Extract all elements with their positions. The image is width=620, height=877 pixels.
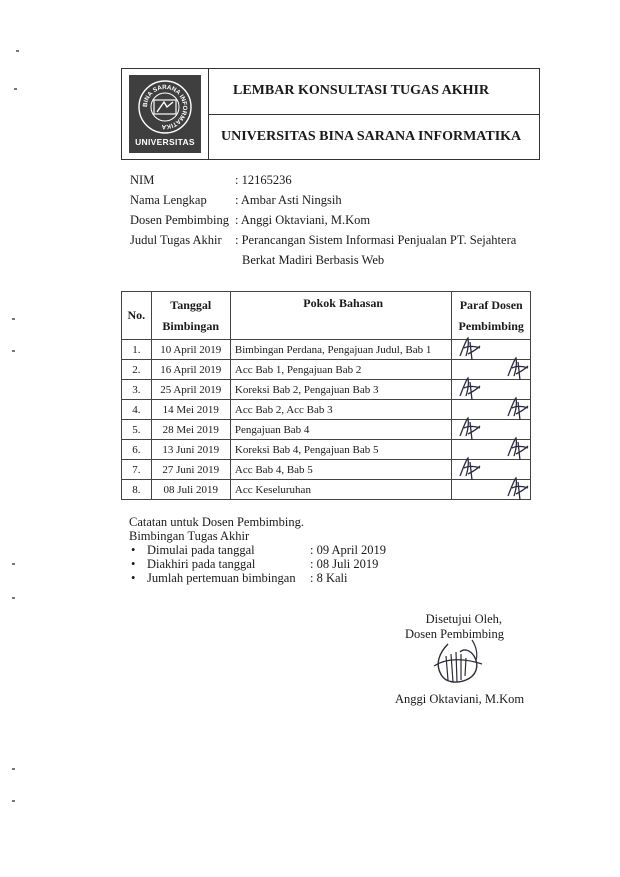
- notes-subheading: Bimbingan Tugas Akhir: [129, 529, 250, 543]
- row-date: 10 April 2019: [151, 340, 230, 360]
- row-topic: Pengajuan Bab 4: [230, 420, 452, 440]
- approval-line2: Dosen Pembimbing: [405, 627, 504, 641]
- row-date: 25 April 2019: [151, 380, 230, 400]
- row-number: 7.: [122, 460, 152, 480]
- info-row-name: [130, 190, 532, 210]
- signature-icon: [504, 474, 530, 502]
- notes-list: [129, 543, 386, 585]
- signature-icon: [504, 394, 530, 422]
- scan-speck: [12, 597, 15, 599]
- info-row-supervisor: [130, 210, 532, 230]
- row-date: 27 Juni 2019: [151, 460, 230, 480]
- row-date: 14 Mei 2019: [151, 400, 230, 420]
- info-value: : Anggi Oktaviani, M.Kom: [235, 213, 371, 227]
- note-label: Dimulai pada tanggal: [147, 543, 255, 557]
- university-logo: [129, 75, 201, 153]
- row-date: 13 Juni 2019: [151, 440, 230, 460]
- scan-speck: [12, 350, 15, 352]
- row-number: 6.: [122, 440, 152, 460]
- title-cell: [209, 69, 539, 159]
- scan-speck: [12, 768, 15, 770]
- row-number: 3.: [122, 380, 152, 400]
- scan-speck: [14, 88, 17, 90]
- note-value: : 08 Juli 2019: [310, 557, 379, 571]
- table-row: [122, 380, 531, 400]
- scan-speck: [16, 50, 19, 52]
- header-date-line1: Tanggal: [170, 297, 212, 312]
- signature-icon: [504, 354, 530, 382]
- info-row-nim: [130, 170, 532, 190]
- note-value: : 8 Kali: [310, 571, 348, 585]
- seal-text: BINA SARANA INFORMATIKA: [141, 83, 189, 131]
- header-no: No.: [122, 292, 152, 340]
- header-topic: Pokok Bahasan: [230, 292, 452, 340]
- row-topic: Bimbingan Perdana, Pengajuan Judul, Bab 1: [230, 340, 452, 360]
- table-header-row: [122, 292, 531, 340]
- header-date: [151, 292, 230, 340]
- header-signature-line2: Pembimbing: [458, 318, 524, 333]
- logo-cell: [122, 69, 209, 159]
- header-signature: [452, 292, 531, 340]
- signature-icon: [456, 334, 482, 362]
- row-date: 08 Juli 2019: [151, 480, 230, 500]
- info-value: Berkat Madiri Berbasis Web: [242, 253, 385, 267]
- row-topic: Koreksi Bab 4, Pengajuan Bab 5: [230, 440, 452, 460]
- row-number: 2.: [122, 360, 152, 380]
- document-header: [121, 68, 540, 160]
- approval-line1: Disetujui Oleh,: [425, 612, 502, 626]
- row-number: 1.: [122, 340, 152, 360]
- row-topic: Koreksi Bab 2, Pengajuan Bab 3: [230, 380, 452, 400]
- scan-speck: [12, 563, 15, 565]
- note-label: Diakhiri pada tanggal: [147, 557, 256, 571]
- row-topic: Acc Keseluruhan: [230, 480, 452, 500]
- list-item: [129, 543, 386, 557]
- table-row: [122, 480, 531, 500]
- signature-icon: [456, 374, 482, 402]
- row-date: 16 April 2019: [151, 360, 230, 380]
- info-value: : Ambar Asti Ningsih: [235, 193, 342, 207]
- header-date-line2: Bimbingan: [162, 318, 220, 333]
- student-info: [130, 170, 532, 270]
- bullet: •: [131, 557, 136, 571]
- note-value: : 09 April 2019: [310, 543, 387, 557]
- list-item: [129, 557, 386, 571]
- signature-icon: [456, 414, 482, 442]
- info-label: Nama Lengkap: [130, 193, 207, 207]
- supervisor-signature-icon: [420, 636, 492, 688]
- consultation-table: [121, 291, 531, 500]
- scan-speck: [12, 800, 15, 802]
- list-item: [129, 571, 386, 585]
- row-signature-cell: [452, 480, 531, 500]
- table-row: [122, 460, 531, 480]
- logo-label: UNIVERSITAS: [135, 137, 195, 147]
- info-row-thesis-title-cont: [130, 250, 532, 270]
- notes-section: [129, 515, 386, 585]
- info-label: NIM: [130, 173, 155, 187]
- university-seal-icon: [137, 79, 193, 135]
- table-row: [122, 420, 531, 440]
- info-value: : 12165236: [235, 173, 292, 187]
- header-signature-line1: Paraf Dosen: [459, 297, 523, 312]
- info-row-thesis-title: [130, 230, 532, 250]
- info-label: Judul Tugas Akhir: [130, 233, 222, 247]
- info-label: Dosen Pembimbing: [130, 213, 229, 227]
- row-number: 4.: [122, 400, 152, 420]
- info-label: [130, 250, 235, 270]
- table-row: [122, 340, 531, 360]
- notes-heading: Catatan untuk Dosen Pembimbing.: [129, 515, 304, 529]
- university-name: UNIVERSITAS BINA SARANA INFORMATIKA: [221, 128, 522, 144]
- document-title: LEMBAR KONSULTASI TUGAS AKHIR: [209, 69, 539, 115]
- info-value: : Perancangan Sistem Informasi Penjualan PT. Sejahtera: [235, 233, 517, 247]
- signature-icon: [456, 454, 482, 482]
- note-label: Jumlah pertemuan bimbingan: [147, 571, 296, 585]
- row-topic: Acc Bab 1, Pengajuan Bab 2: [230, 360, 452, 380]
- table-body: [122, 340, 531, 500]
- row-number: 8.: [122, 480, 152, 500]
- signature-icon: [504, 434, 530, 462]
- row-topic: Acc Bab 2, Acc Bab 3: [230, 400, 452, 420]
- bullet: •: [131, 571, 136, 585]
- bullet: •: [131, 543, 136, 557]
- scan-speck: [12, 318, 15, 320]
- row-date: 28 Mei 2019: [151, 420, 230, 440]
- row-number: 5.: [122, 420, 152, 440]
- row-topic: Acc Bab 4, Bab 5: [230, 460, 452, 480]
- supervisor-name: Anggi Oktaviani, M.Kom: [395, 692, 525, 706]
